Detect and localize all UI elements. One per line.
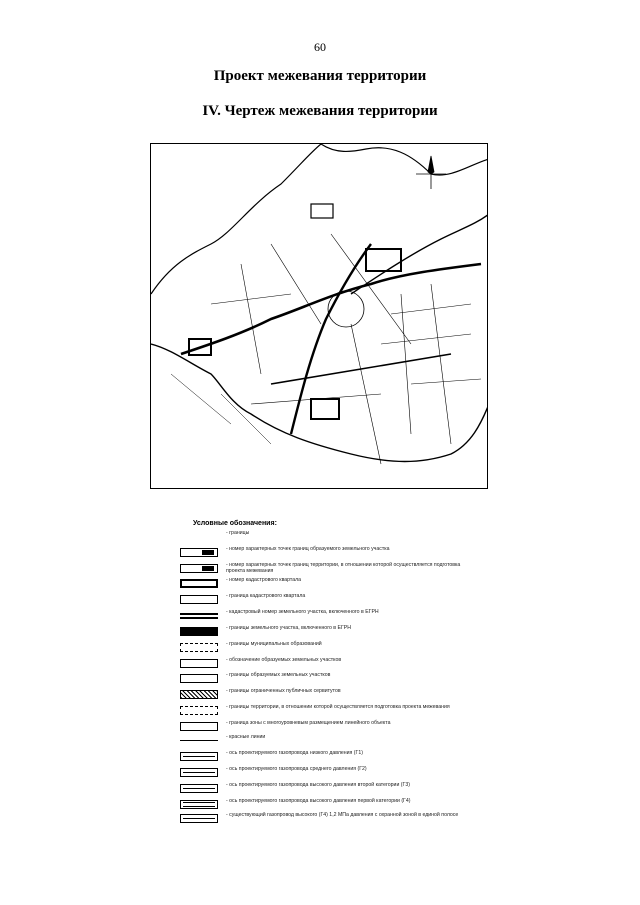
settlement-2 <box>311 399 339 419</box>
legend-text: - обозначение образуемых земельных участков <box>226 657 342 663</box>
line-symbol <box>180 768 218 777</box>
legend-row <box>180 657 480 671</box>
double-line-symbol <box>180 800 218 809</box>
document-title: Проект межевания территории <box>213 68 427 84</box>
page-number: 60 <box>314 40 326 54</box>
legend-text: - ось проектируемого газопровода высокого давления первой категории (Г4) <box>226 798 411 804</box>
legend-text: - красные линии <box>226 734 266 740</box>
legend-row <box>180 798 480 812</box>
legend-text: - границы <box>226 530 250 536</box>
north-arrow-icon <box>416 156 446 189</box>
legend-row <box>180 562 480 576</box>
hatched-symbol <box>180 690 218 699</box>
legend-row <box>180 704 480 718</box>
legend-text: - ось проектируемого газопровода низкого давления (Г1) <box>226 750 363 756</box>
settlement-4 <box>311 204 333 218</box>
legend-text: - номер характерных точек границ образуемого земельного участка <box>226 546 390 552</box>
legend-text: - границы ограниченных публичных сервитутов <box>226 688 341 694</box>
legend-row <box>180 530 480 544</box>
label-box-symbol <box>180 674 218 683</box>
dots-symbol <box>180 579 218 588</box>
empty-symbol <box>180 722 218 731</box>
legend-row <box>180 625 480 639</box>
legend-row <box>180 609 480 623</box>
legend-text: - границы муниципальных образований <box>226 641 322 647</box>
legend-row <box>180 546 480 560</box>
legend-row <box>180 577 480 591</box>
line-symbol <box>180 752 218 761</box>
legend-row <box>180 812 480 826</box>
legend-row <box>180 593 480 607</box>
legend-row <box>180 782 480 796</box>
legend-text: - номер характерных точек границ территории, в отношении которой осуществляется подготовка проекта межевания <box>226 562 461 574</box>
dashed-symbol <box>180 706 218 715</box>
section-title: IV. Чертеж межевания территории <box>202 103 438 119</box>
empty-symbol <box>180 659 218 668</box>
line-symbol <box>180 814 218 823</box>
legend-row <box>180 734 480 748</box>
label-box-symbol <box>180 564 218 573</box>
thin-line-symbol <box>180 740 218 741</box>
shoreline-west <box>151 144 321 294</box>
legend-text: - ось проектируемого газопровода среднего давления (Г2) <box>226 766 367 772</box>
line-symbol <box>180 784 218 793</box>
territory-boundary <box>151 344 488 462</box>
legend-text: - границы земельного участка, включенного в ЕГРН <box>226 625 351 631</box>
label-box-symbol <box>180 548 218 557</box>
legend-text: - границы образуемых земельных участков <box>226 672 331 678</box>
river-bank <box>351 214 488 294</box>
legend-title: Условные обозначения: <box>193 520 277 527</box>
legend-text: - номер кадастрового квартала <box>226 577 302 583</box>
dashed-symbol <box>180 643 218 652</box>
legend-row <box>180 766 480 780</box>
parcel-lines <box>211 234 451 464</box>
filled-symbol <box>180 627 218 636</box>
survey-map <box>150 143 488 489</box>
shoreline-north <box>321 144 488 175</box>
legend-text: - существующий газопровод высокого (Г4) 1,2 МПа давления с охранной зоной в единой полосе <box>226 812 459 818</box>
settlement-1 <box>366 249 401 271</box>
legend-row <box>180 750 480 764</box>
legend-row <box>180 672 480 686</box>
legend-text: - граница кадастрового квартала <box>226 593 306 599</box>
parcel-lines-2 <box>171 304 481 444</box>
double-line-symbol <box>180 613 218 619</box>
legend-row <box>180 641 480 655</box>
legend-text: - границы территории, в отношении которой осуществляется подготовка проекта межевания <box>226 704 450 710</box>
map-drawing <box>151 144 488 489</box>
legend-row <box>180 688 480 702</box>
empty-symbol <box>180 595 218 604</box>
legend-text: - ось проектируемого газопровода высокого давления второй категории (Г3) <box>226 782 410 788</box>
legend-text: - граница зоны с многоуровневым размещением линейного объекта <box>226 720 391 726</box>
road-south <box>271 354 451 384</box>
legend-text: - кадастровый номер земельного участка, включенного в ЕГРН <box>226 609 379 615</box>
legend-row <box>180 720 480 734</box>
circular-feature <box>328 291 364 327</box>
